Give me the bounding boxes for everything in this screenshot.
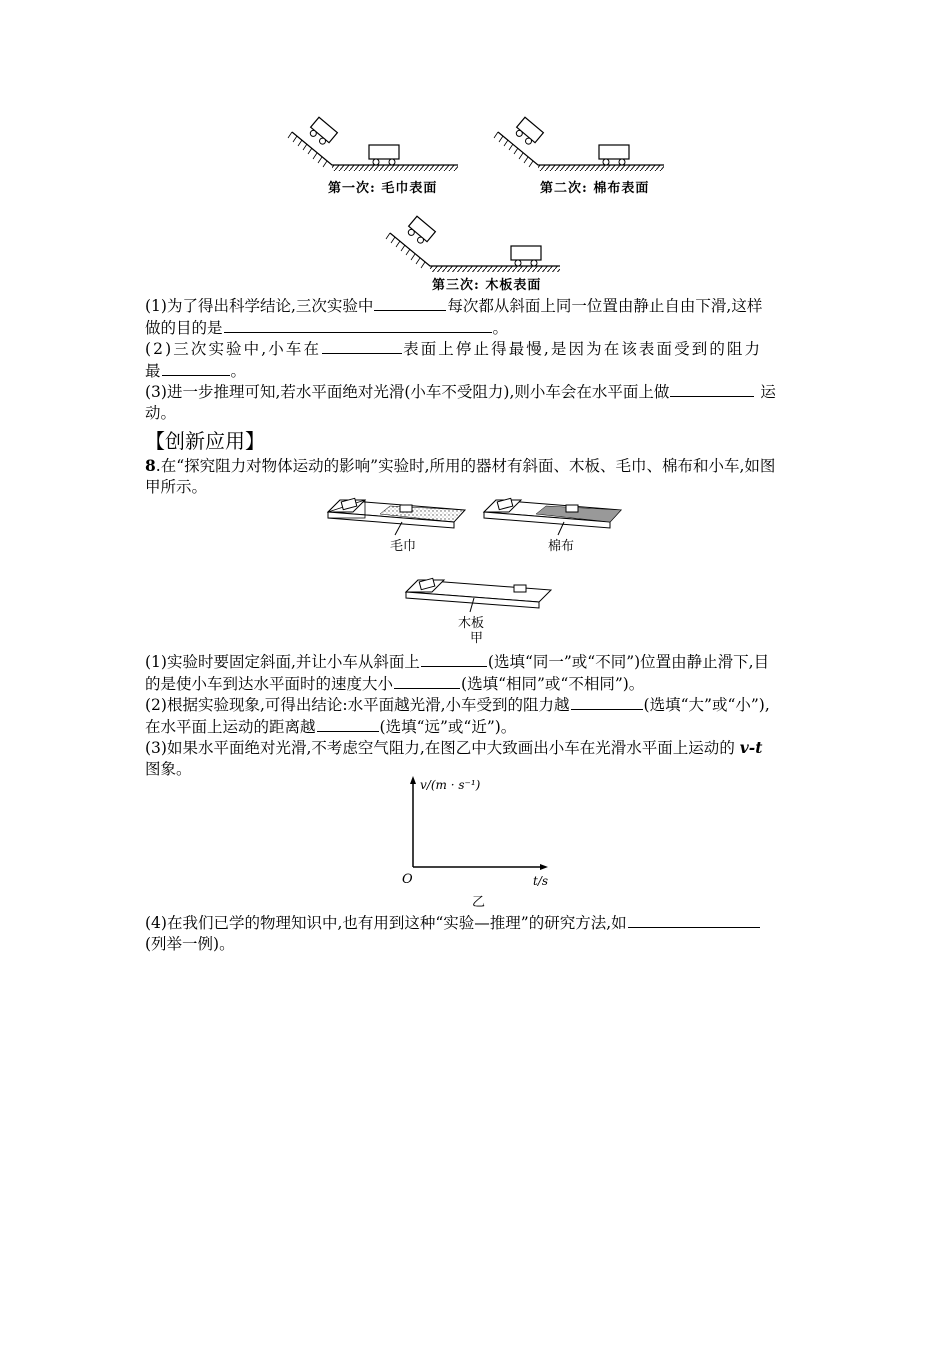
towel-setup xyxy=(328,498,465,535)
q7-blank-3[interactable] xyxy=(322,338,402,354)
q8-blank-2[interactable] xyxy=(394,673,460,689)
trial-1-caption: 第一次: 毛巾表面 xyxy=(328,181,438,196)
q7-blank-2[interactable] xyxy=(224,317,492,333)
graph-y-label: v/(m · s⁻¹) xyxy=(420,778,481,792)
q7-blank-4[interactable] xyxy=(162,360,230,376)
q8-blank-1[interactable] xyxy=(421,651,487,667)
q8-blank-4[interactable] xyxy=(317,716,379,732)
cotton-setup xyxy=(484,498,621,535)
graph-origin: O xyxy=(402,872,413,887)
q7-part2: (2)三次实验中,小车在 表面上停止得最慢,是因为在该表面受到的阻力 最 。 xyxy=(145,340,763,380)
q8-blank-5[interactable] xyxy=(628,912,760,928)
trial-2-caption: 第二次: 棉布表面 xyxy=(540,181,650,196)
q8-intro: 8.在“探究阻力对物体运动的影响”实验时,所用的器材有斜面、木板、毛巾、棉布和小车,如图 甲所示。 xyxy=(145,456,776,496)
section-heading: 【创新应用】 xyxy=(145,429,265,453)
q8-blank-3[interactable] xyxy=(571,694,643,710)
label-cotton: 棉布 xyxy=(548,539,575,554)
trial-3-diagram xyxy=(386,216,560,272)
label-board: 木板 xyxy=(458,616,485,631)
figure-yi-label: 乙 xyxy=(472,895,486,910)
q8-number: 8 xyxy=(145,456,156,475)
label-towel: 毛巾 xyxy=(390,539,417,554)
q7-blank-5[interactable] xyxy=(670,381,754,397)
figure-jia-label: 甲 xyxy=(470,631,484,646)
graph-x-label: t/s xyxy=(533,874,549,888)
trial-diagrams xyxy=(280,110,680,295)
trial-3-caption: 第三次: 木板表面 xyxy=(432,278,542,293)
q7-blank-1[interactable] xyxy=(374,295,446,311)
q7-part3: (3)进一步推理可知,若水平面绝对光滑(小车不受阻力),则小车会在水平面上做 运 动。 xyxy=(145,383,776,422)
trial-1-diagram xyxy=(288,117,458,171)
board-setup xyxy=(406,578,551,612)
q8-part4: (4)在我们已学的物理知识中,也有用到这种“实验—推理”的研究方法,如 (列举一例)。 xyxy=(145,912,810,955)
q8-part2: (2)根据实验现象,可得出结论:水平面越光滑,小车受到的阻力越 (选填“大”或“小”), 在水平面上运动的距离越 (选填“远”或“近”)。 xyxy=(145,696,770,736)
trial-2-diagram xyxy=(494,117,664,171)
q8-part1: (1)实验时要固定斜面,并让小车从斜面上 (选填“同一”或“不同”)位置由静止滑下,目 的是使小车到达水平面时的速度大小 (选填“相同”或“不相同”)。 xyxy=(145,653,770,693)
q8-part3: (3)如果水平面绝对光滑,不考虑空气阻力,在图乙中大致画出小车在光滑水平面上运动的 v-t 图象。 xyxy=(145,738,763,778)
q7-part1: (1)为了得出科学结论,三次实验中 每次都从斜面上同一位置由静止自由下滑,这样 做的目的是 。 xyxy=(145,297,763,337)
